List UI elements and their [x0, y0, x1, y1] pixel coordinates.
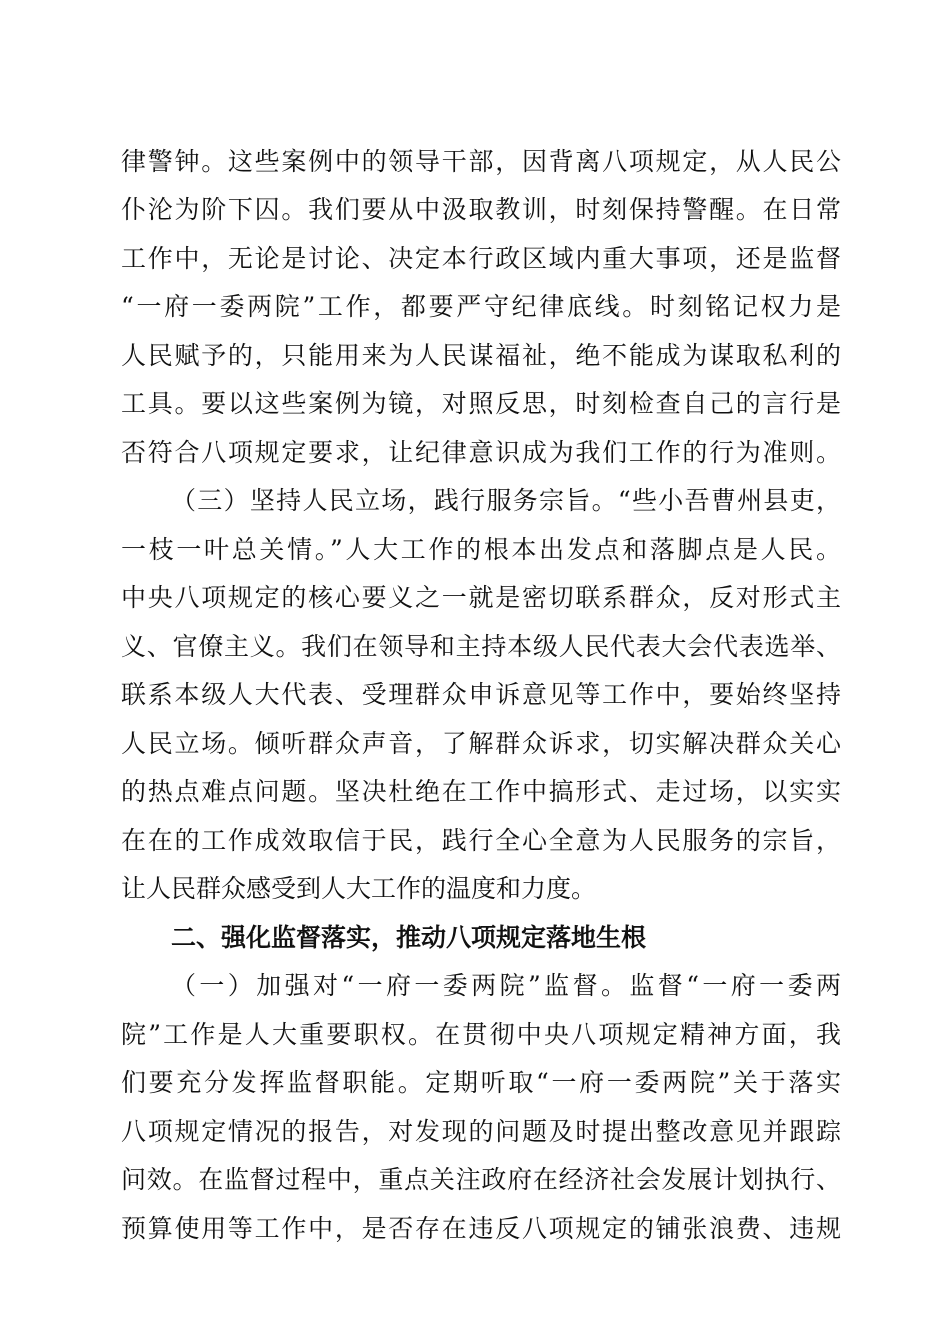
body-text-line: “一府一委两院”工作，都要严守纪律底线。时刻铭记权力是	[121, 292, 841, 321]
body-text-line: 律警钟。这些案例中的领导干部，因背离八项规定，从人民公	[121, 147, 841, 176]
body-text-line: 们要充分发挥监督职能。定期听取“一府一委两院”关于落实	[121, 1068, 841, 1097]
body-text-line: 的热点难点问题。坚决杜绝在工作中搞形式、走过场，以实实	[121, 777, 841, 806]
body-text-line: 在在的工作成效取信于民，践行全心全意为人民服务的宗旨，	[121, 826, 841, 855]
body-text-line: 人民立场。倾听群众声音，了解群众诉求，切实解决群众关心	[121, 729, 841, 758]
body-text-line: 八项规定情况的报告，对发现的问题及时提出整改意见并跟踪	[121, 1117, 841, 1146]
body-text-line: 人民赋予的，只能用来为人民谋福祉，绝不能成为谋取私利的	[121, 341, 841, 370]
body-text-line: 一枝一叶总关情。”人大工作的根本出发点和落脚点是人民。	[121, 535, 841, 564]
body-text-line: 预算使用等工作中，是否存在违反八项规定的铺张浪费、违规	[121, 1214, 841, 1243]
body-text-line: 院”工作是人大重要职权。在贯彻中央八项规定精神方面，我	[121, 1020, 841, 1049]
subsection-title-line: （三）坚持人民立场，践行服务宗旨。“些小吾曹州县吏，	[171, 486, 841, 515]
body-text-line: 否符合八项规定要求，让纪律意识成为我们工作的行为准则。	[121, 438, 841, 467]
body-text-line: 工作中，无论是讨论、决定本行政区域内重大事项，还是监督	[121, 244, 841, 273]
body-text-line: 中央八项规定的核心要义之一就是密切联系群众，反对形式主	[121, 583, 841, 612]
body-text-line: 义、官僚主义。我们在领导和主持本级人民代表大会代表选举、	[121, 632, 841, 661]
body-text-line: 问效。在监督过程中，重点关注政府在经济社会发展计划执行、	[121, 1165, 841, 1194]
body-text-line: 让人民群众感受到人大工作的温度和力度。	[121, 874, 597, 903]
body-text-line: 联系本级人大代表、受理群众申诉意见等工作中，要始终坚持	[121, 680, 841, 709]
body-text-line: 仆沦为阶下囚。我们要从中汲取教训，时刻保持警醒。在日常	[121, 195, 841, 224]
body-text-line: 工具。要以这些案例为镜，对照反思，时刻检查自己的言行是	[121, 389, 841, 418]
subsection-title-line: （一）加强对“一府一委两院”监督。监督“一府一委两	[171, 971, 841, 1000]
section-heading: 二、强化监督落实，推动八项规定落地生根	[171, 923, 647, 952]
